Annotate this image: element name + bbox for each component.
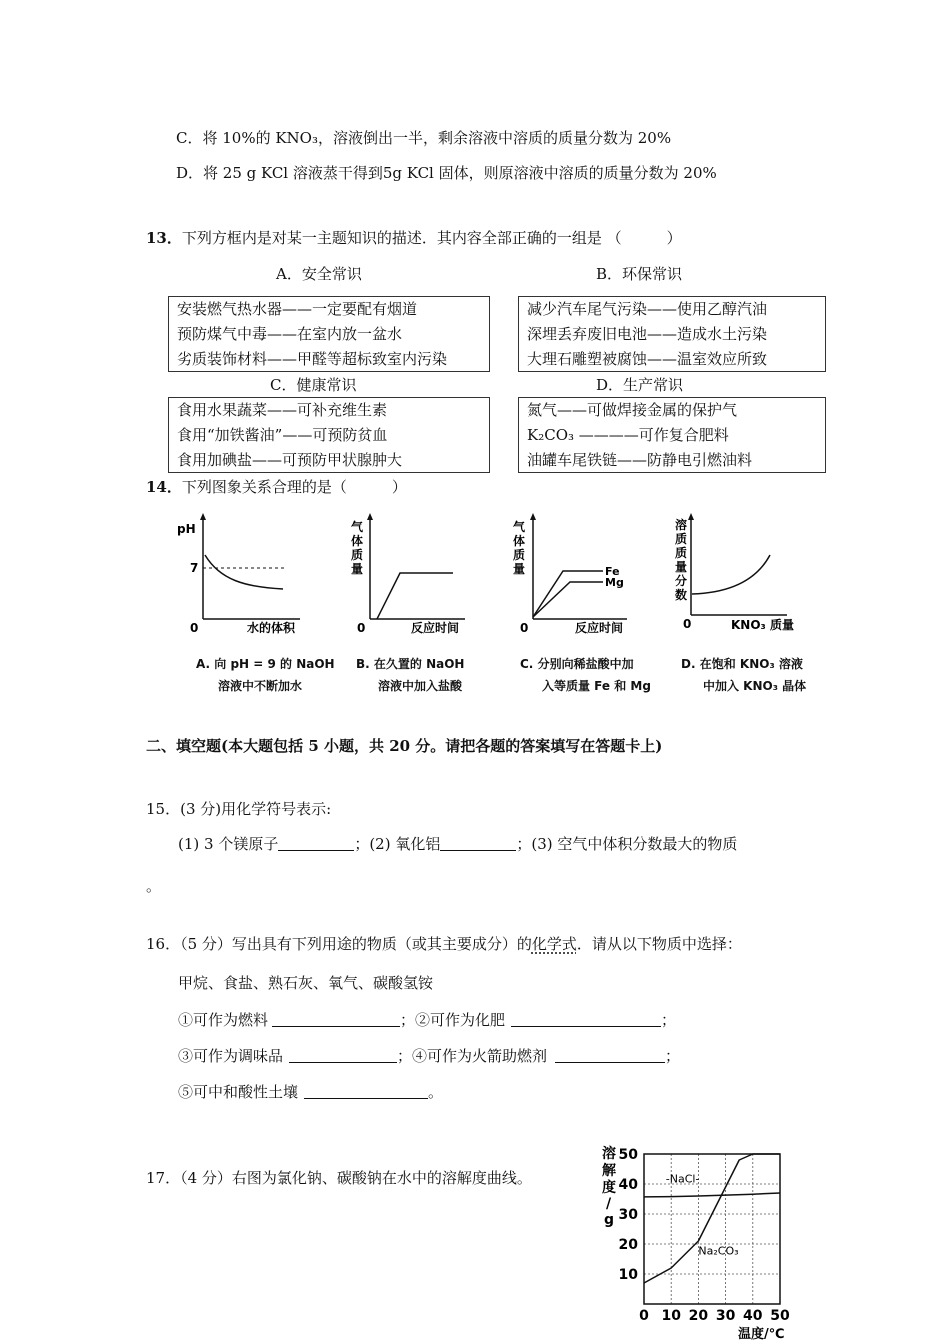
graph-c-legend-mg: Mg — [605, 576, 624, 589]
q16-stem-emphasis: 化学式 — [531, 935, 577, 953]
y-label-char: 解 — [602, 1163, 616, 1179]
q14-stem — [146, 477, 407, 497]
graph-c-origin: 0 — [520, 621, 529, 635]
q13-number: 13． — [146, 229, 182, 247]
graph-c-ylabel: 气 — [513, 520, 526, 534]
q13-c-line: 食用“加铁酱油”——可预防贫血 — [177, 426, 388, 444]
q14-number: 14． — [146, 478, 182, 496]
q13-d-line: 油罐车尾铁链——防静电引燃油料 — [527, 451, 753, 469]
graph-a-curve — [205, 555, 283, 589]
q13-c-line: 食用加碘盐——可预防甲状腺肿大 — [177, 451, 403, 469]
graph-d-caption-line1: 在饱和 KNO₃ 溶液 — [699, 657, 803, 671]
solubility-y-label — [602, 1145, 617, 1228]
na2co3-curve — [644, 1154, 780, 1283]
x-tick-label: 0 — [639, 1308, 649, 1324]
x-tick-label: 40 — [743, 1308, 763, 1324]
graph-d-y-arrow — [688, 513, 694, 520]
q13-a-title: A．安全常识 — [276, 265, 362, 283]
q16-blank-1[interactable] — [272, 1012, 400, 1027]
q16-item-2: ；②可作为化肥 — [400, 1011, 506, 1029]
q15-parts — [178, 834, 737, 854]
q14-graphs — [165, 505, 825, 640]
y-label-char: g — [604, 1212, 615, 1228]
graph-c-mg-line — [533, 582, 603, 617]
na2co3-label: Na₂CO₃ — [698, 1244, 739, 1258]
graph-a — [177, 513, 300, 635]
q13-a-line: 预防煤气中毒——在室内放一盆水 — [177, 325, 403, 343]
q15-stem: 15．(3 分)用化学符号表示: — [146, 800, 332, 818]
graph-d-ylabel: 溶 — [675, 518, 688, 532]
graph-d-ylabel: 质 — [675, 532, 688, 546]
graph-a-xlabel: 水的体积 — [247, 621, 296, 635]
x-tick-label: 20 — [688, 1308, 709, 1324]
q16-item-4: ；④可作为火箭助燃剂 — [397, 1047, 548, 1065]
q16-item-1: ①可作为燃料 — [178, 1011, 269, 1029]
q13-box-b — [518, 296, 826, 372]
graph-a-letter: A. — [196, 657, 211, 671]
q16-stem — [146, 934, 742, 954]
q16-blank-3[interactable] — [289, 1048, 397, 1063]
q16-item-3: ③可作为调味品 — [178, 1047, 284, 1065]
graph-c-y-arrow — [530, 513, 536, 520]
q17-stem: 17．（4 分）右图为氯化钠、碳酸钠在水中的溶解度曲线。 — [146, 1169, 532, 1187]
q12-option-c: C．将 10%的 KNO₃，溶液倒出一半，剩余溶液中溶质的质量分数为 20% — [176, 129, 672, 147]
q15-end: 。 — [146, 877, 162, 895]
graph-b-letter: B. — [356, 657, 370, 671]
graph-b-ylabel: 体 — [351, 534, 364, 548]
q15-blank-1[interactable] — [278, 836, 354, 851]
q16-item-5: ⑤可中和酸性土壤 — [178, 1083, 299, 1101]
q13-c-line: 食用水果蔬菜——可补充维生素 — [177, 401, 388, 419]
graph-b-caption — [356, 653, 464, 697]
q16-end: 。 — [428, 1083, 444, 1101]
graph-d-letter: D. — [681, 657, 696, 671]
q15-part3: ；(3) 空气中体积分数最大的物质 — [516, 835, 738, 853]
graph-d-ylabel: 分 — [675, 574, 688, 588]
x-tick-label: 30 — [715, 1308, 736, 1324]
graph-d-xlabel: KNO₃ 质量 — [731, 618, 794, 632]
q13-box-a — [168, 296, 490, 372]
q16-row-1 — [178, 1010, 676, 1030]
q13-b-title: B．环保常识 — [596, 265, 683, 283]
q16-row-2 — [178, 1046, 680, 1066]
x-tick-label: 50 — [770, 1308, 790, 1324]
graph-c-legend-fe: Fe — [605, 565, 620, 578]
nacl-curve — [644, 1193, 780, 1197]
graph-d-ylabel: 数 — [675, 588, 688, 602]
q13-b-line: 深埋丢弃废旧电池——造成水土污染 — [527, 325, 768, 343]
graph-d-ylabel: 量 — [675, 560, 688, 574]
y-tick-label: 20 — [618, 1237, 638, 1253]
graph-a-y-arrow — [200, 513, 206, 520]
q14-stem-text: 下列图象关系合理的是（ ） — [181, 478, 407, 496]
y-tick-label: 50 — [618, 1147, 638, 1163]
graph-d-curve — [692, 555, 770, 594]
q13-stem-text: 下列方框内是对某一主题知识的描述．其内容全部正确的一组是 （ ） — [181, 229, 682, 247]
plot-frame — [644, 1154, 780, 1304]
solubility-x-label: 温度/℃ — [738, 1327, 785, 1342]
graph-d-ylabel: 质 — [675, 546, 688, 560]
graph-b-caption-line1: 在久置的 NaOH — [373, 657, 465, 671]
q13-a-line: 劣质装饰材料——甲醛等超标致室内污染 — [177, 350, 448, 368]
graph-c-caption-line2: 入等质量 Fe 和 Mg — [542, 679, 651, 693]
q15-blank-2[interactable] — [440, 836, 516, 851]
graph-c-xlabel: 反应时间 — [575, 621, 624, 635]
y-label-char: / — [606, 1196, 612, 1212]
section-2-title: 二、填空题(本大题包括 5 小题，共 20 分。请把各题的答案填写在答题卡上) — [146, 737, 663, 755]
y-label-char: 溶 — [602, 1146, 616, 1162]
y-tick-label: 30 — [618, 1207, 638, 1223]
graph-d-caption — [681, 653, 806, 697]
graph-d — [675, 513, 794, 632]
graph-b-curve — [377, 573, 453, 619]
graph-d-caption-line2: 中加入 KNO₃ 晶体 — [703, 679, 807, 693]
graph-c-fe-line — [533, 571, 603, 617]
y-tick-label: 10 — [618, 1267, 638, 1283]
q16-blank-2[interactable] — [511, 1012, 661, 1027]
q13-d-line: K₂CO₃ ————可作复合肥料 — [527, 426, 729, 444]
q13-box-d — [518, 397, 826, 473]
graph-c-caption — [520, 653, 651, 697]
graph-a-ymark: 7 — [190, 561, 199, 575]
y-tick-label: 40 — [618, 1177, 638, 1193]
graph-c-caption-line1: 分别向稀盐酸中加 — [537, 657, 634, 671]
graph-b-xlabel: 反应时间 — [411, 621, 460, 635]
y-label-char: 度 — [602, 1180, 616, 1196]
solubility-chart — [600, 1144, 800, 1342]
graph-b-origin: 0 — [357, 621, 366, 635]
graph-a-caption-line1: 向 pH = 9 的 NaOH — [214, 657, 335, 671]
q13-stem — [146, 228, 682, 248]
graph-c-letter: C. — [520, 657, 534, 671]
q16-semi-4: ； — [665, 1047, 681, 1065]
graph-b-y-arrow — [367, 513, 373, 520]
graph-b-ylabel: 量 — [351, 562, 364, 576]
graph-a-ylabel: pH — [177, 522, 196, 536]
graph-c-ylabel: 质 — [513, 548, 526, 562]
graph-c-ylabel: 体 — [513, 534, 526, 548]
graph-c-ylabel: 量 — [513, 562, 526, 576]
q13-box-c — [168, 397, 490, 473]
graph-c — [513, 513, 627, 635]
graph-a-caption-line2: 溶液中不断加水 — [218, 679, 303, 693]
graph-b-ylabel: 质 — [351, 548, 364, 562]
q16-stem-post: ．请从以下物质中选择： — [576, 935, 742, 953]
q13-d-title: D．生产常识 — [596, 376, 684, 394]
q16-semi-2: ； — [661, 1011, 677, 1029]
q13-d-line: 氮气——可做焊接金属的保护气 — [527, 401, 738, 419]
graph-b-ylabel: 气 — [351, 520, 364, 534]
q13-a-line: 安装燃气热水器——一定要配有烟道 — [177, 300, 418, 318]
q15-part2: ；(2) 氧化铝 — [354, 835, 441, 853]
graph-b — [351, 513, 465, 635]
q13-b-line: 大理石雕塑被腐蚀——温室效应所致 — [527, 350, 768, 368]
graph-a-origin: 0 — [190, 621, 199, 635]
q16-options: 甲烷、食盐、熟石灰、氧气、碳酸氢铵 — [178, 974, 434, 992]
graph-d-origin: 0 — [683, 617, 692, 631]
q16-blank-5[interactable] — [304, 1084, 428, 1099]
q13-c-title: C．健康常识 — [270, 376, 357, 394]
q16-stem-pre: 16．（5 分）写出具有下列用途的物质（或其主要成分）的 — [146, 935, 532, 953]
nacl-label: -NaCl- — [665, 1172, 700, 1186]
q16-blank-4[interactable] — [555, 1048, 665, 1063]
graph-b-caption-line2: 溶液中加入盐酸 — [378, 679, 463, 693]
q13-b-line: 减少汽车尾气污染——使用乙醇汽油 — [527, 300, 768, 318]
q12-option-d: D．将 25 g KCl 溶液蒸干得到5g KCl 固体，则原溶液中溶质的质量分数为 20% — [176, 164, 717, 182]
graph-a-caption — [196, 653, 335, 697]
q15-part1: (1) 3 个镁原子 — [178, 835, 279, 853]
q16-row-3 — [178, 1082, 443, 1102]
x-tick-label: 10 — [661, 1308, 681, 1324]
